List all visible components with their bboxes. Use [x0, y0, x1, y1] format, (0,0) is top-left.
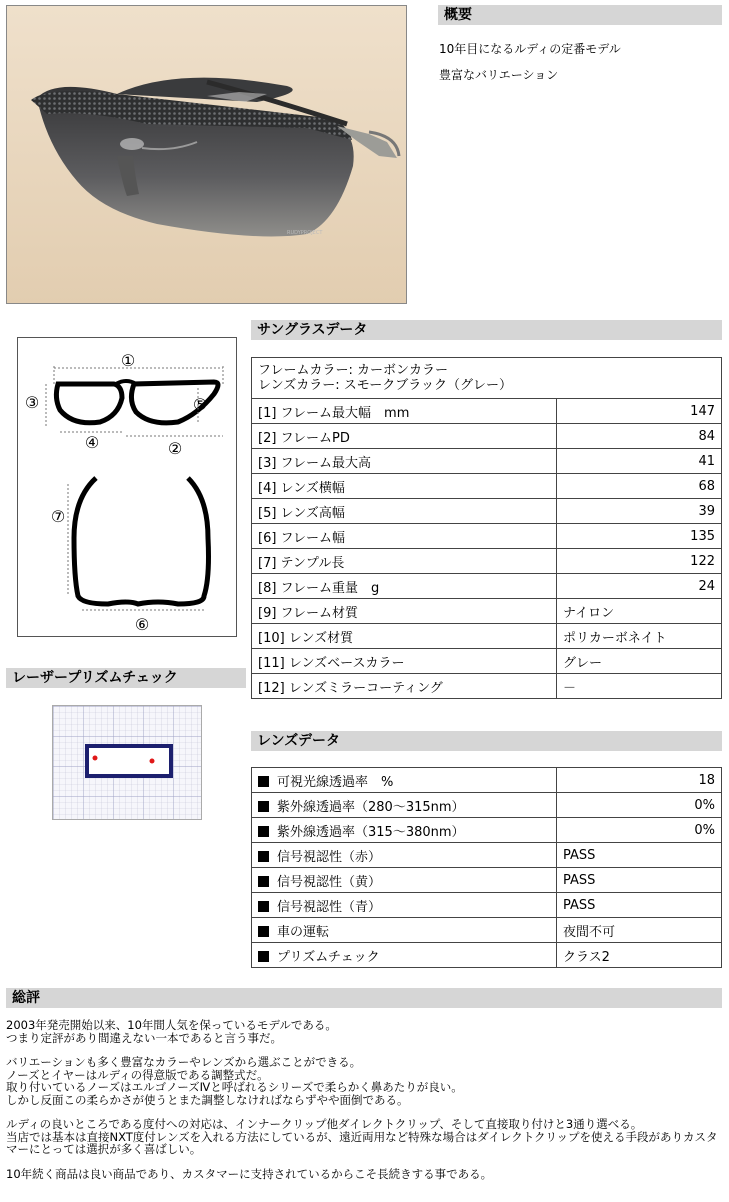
- table-row: 車の運転 夜間不可: [252, 918, 722, 943]
- label-6: ⑥: [134, 615, 150, 634]
- bullet-square-icon: [258, 851, 269, 862]
- bullet-square-icon: [258, 951, 269, 962]
- table-row: 信号視認性（赤） PASS: [252, 843, 722, 868]
- table-row: [10] レンズ材質 ポリカーボネイト: [252, 624, 722, 649]
- summary-paragraph-4: 10年続く商品は良い商品であり、カスタマーに支持されているからこそ長続きする事である。: [6, 1166, 493, 1181]
- overview-line-2: 豊富なバリエーション: [439, 68, 559, 82]
- frame-color: フレームカラー: カーボンカラー: [258, 363, 448, 378]
- frame-lens-color-cell: [252, 358, 722, 399]
- table-row: 信号視認性（黄） PASS: [252, 868, 722, 893]
- table-row: [9] フレーム材質 ナイロン: [252, 599, 722, 624]
- table-row: [2] フレームPD 84: [252, 424, 722, 449]
- table-row: [3] フレーム最大高 41: [252, 449, 722, 474]
- overview-header: 概要: [438, 5, 722, 25]
- table-row: 紫外線透過率（280～315nm） 0%: [252, 793, 722, 818]
- lens-color: レンズカラー: スモークブラック（グレー）: [258, 378, 513, 393]
- label-3: ③: [24, 393, 40, 412]
- summary-paragraph-1: 2003年発売開始以来、10年間人気を保っているモデルである。 つまり定評があり間違えない一本であると言う事だ。: [6, 1018, 337, 1045]
- table-row: [5] レンズ高幅 39: [252, 499, 722, 524]
- lens-data-header: レンズデータ: [251, 731, 722, 751]
- table-row: [8] フレーム重量 g 24: [252, 574, 722, 599]
- table-row: [11] レンズベースカラー グレー: [252, 649, 722, 674]
- summary-paragraph-2: バリエーションも多く豊富なカラーやレンズから選ぶことができる。 ノーズとイヤーはルディの得意版である調整式だ。 取り付いているノーズはエルゴノーズⅣと呼ばれるシリーズで柔らかく鼻あたりが良い。 しかし反面この柔らかさが使うとまた調整しなければならずやや面倒である。: [6, 1055, 463, 1107]
- bullet-square-icon: [258, 826, 269, 837]
- table-row: [12] レンズミラーコーティング －: [252, 674, 722, 699]
- table-row: プリズムチェック クラス2: [252, 943, 722, 968]
- overview-line-1: 10年目になるルディの定番モデル: [439, 42, 621, 56]
- table-row: 可視光線透過率 % 18: [252, 768, 722, 793]
- laser-check-header: レーザープリズムチェック: [6, 668, 246, 688]
- table-row: 紫外線透過率（315～380nm） 0%: [252, 818, 722, 843]
- label-2: ②: [167, 439, 183, 458]
- sunglass-data-header: サングラスデータ: [251, 320, 722, 340]
- table-row: [4] レンズ横幅 68: [252, 474, 722, 499]
- bullet-square-icon: [258, 776, 269, 787]
- sunglass-data-table: [251, 357, 722, 699]
- table-row: [7] テンプル長 122: [252, 549, 722, 574]
- measurement-diagram: [17, 337, 237, 637]
- bullet-square-icon: [258, 876, 269, 887]
- summary-header: 総評: [6, 988, 722, 1008]
- label-5: ⑤: [192, 395, 208, 414]
- lens-data-table: [251, 767, 722, 968]
- label-4: ④: [84, 433, 100, 452]
- svg-text:RUDYPROJECT: RUDYPROJECT: [287, 230, 323, 236]
- label-7: ⑦: [50, 507, 66, 526]
- summary-paragraph-3: ルディの良いところである度付への対応は、インナークリップ他ダイレクトクリップ、そして直接取り付けと3通り選べる。 当店では基本は直接NXT度付レンズを入れる方法にしているが、遠近両用など特殊な場合はダイレクトクリップを使える手段がありカスタマーにとっては選択が多く喜ばしい。: [6, 1117, 718, 1156]
- product-photo: [6, 5, 407, 304]
- table-row: [6] フレーム幅 135: [252, 524, 722, 549]
- bullet-square-icon: [258, 801, 269, 812]
- laser-check-image: [52, 705, 202, 820]
- label-1: ①: [120, 351, 136, 370]
- summary-text: [6, 1019, 722, 1192]
- bullet-square-icon: [258, 926, 269, 937]
- bullet-square-icon: [258, 901, 269, 912]
- table-row: 信号視認性（青） PASS: [252, 893, 722, 918]
- table-row: [1] フレーム最大幅 mm 147: [252, 399, 722, 424]
